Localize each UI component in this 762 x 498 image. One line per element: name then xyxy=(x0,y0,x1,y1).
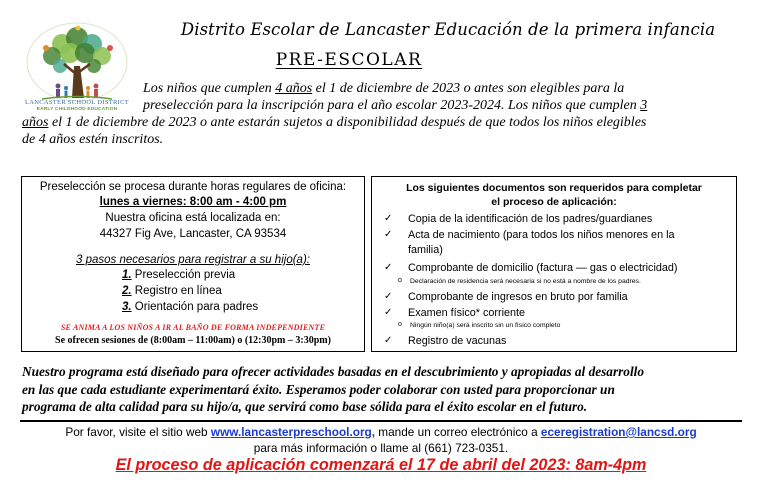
office-info-box xyxy=(21,176,365,352)
bathroom-note: SE ANIMA A LOS NIÑOS A IR AL BAÑO DE FORMA INDEPENDIENTE xyxy=(60,323,326,332)
intro-line-1: Los niños que cumplen 4 años el 1 de diciembre de 2023 o antes son elegibles para la xyxy=(143,81,625,96)
office-location-label: Nuestra oficina está localizada en: xyxy=(105,212,281,224)
program-description: Nuestro programa está diseñado para ofrecer actividades basadas en el descubrimiento y apropiadas al desarrollo en las que cada estudiante experimentará éxito. Esperamos poder colaborar con usted para proporcionar un programa de alta calidad para su hijo/a, que servirá como base sólida para el éxito escolar en el futuro. xyxy=(22,364,644,414)
page-title: Distrito Escolar de Lancaster Educación de la primera infancia xyxy=(180,20,716,39)
intro-line-3: años el 1 de diciembre de 2023 o ante estarán sujetos a disponibilidad después de que todos los niños elegibles xyxy=(22,115,647,130)
application-start-notice: El proceso de aplicación comenzará el 17 de abril del 2023: 8am-4pm xyxy=(115,456,647,474)
website-link[interactable]: www.lancasterpreschool.org, xyxy=(210,425,376,439)
contact-line: Por favor, visite el sitio web www.lancasterpreschool.org, mande un correo electrónico a eceregistration@lancsd.org xyxy=(65,425,697,439)
logo-caption-district: LANCASTER SCHOOL DISTRICT xyxy=(24,99,130,106)
phone-line: para más información o llame al (661) 723-0351. xyxy=(253,441,509,455)
documents-heading: Los siguientes documentos son requeridos para completar el proceso de aplicación: xyxy=(406,182,702,208)
required-documents-box: Los siguientes documentos son requeridos para completar el proceso de aplicación: ✓ Copia de la identificación de los padres/guardianes ✓ Acta de nacimiento (para todos los niños menores en la familia) ✓ Comprobante de domicilio (factura — gas o electricidad) o Declaración de residencia será necesaria si no está a nombre de los padres. ✓ Comprobante de ingresos en bruto por familia ✓ Examen físico* corriente o Ningún niño(a) será inscrito sin un físico completo ✓ Registro de vacunas xyxy=(371,176,737,352)
session-times: Se ofrecen sesiones de (8:00am – 11:00am) o (12:30pm – 3:30pm) xyxy=(55,335,331,346)
check-icon: ✓ xyxy=(384,262,393,273)
sub-bullet-icon: o xyxy=(398,321,402,328)
intro-line-2: preselección para la inscripción para el año escolar 2023-2024. Los niños que cumplen 3 xyxy=(143,98,648,113)
check-icon: ✓ xyxy=(384,335,393,346)
office-address: 44327 Fig Ave, Lancaster, CA 93534 xyxy=(99,228,287,240)
step-2: 2. Registro en línea xyxy=(122,285,222,297)
steps-title: 3 pasos necesarios para registrar a su hijo(a): xyxy=(76,254,310,266)
logo-caption-program: EARLY CHILDHOOD EDUCATION xyxy=(36,107,118,112)
email-link[interactable]: eceregistration@lancsd.org xyxy=(540,425,697,439)
office-hours: lunes a viernes: 8:00 am - 4:00 pm xyxy=(99,196,287,208)
intro-line-4: de 4 años estén inscritos. xyxy=(22,132,164,147)
check-icon: ✓ xyxy=(384,291,393,302)
step-1: 1. Preselección previa xyxy=(122,269,236,281)
check-icon: ✓ xyxy=(384,213,393,224)
check-icon: ✓ xyxy=(384,307,393,318)
office-hours-intro: Preselección se procesa durante horas regulares de oficina: xyxy=(39,181,347,193)
check-icon: ✓ xyxy=(384,229,393,240)
divider xyxy=(20,420,742,422)
page-subtitle: PRE-ESCOLAR xyxy=(275,50,423,70)
tree-logo-icon xyxy=(22,22,132,104)
sub-bullet-icon: o xyxy=(398,277,402,284)
step-3: 3. Orientación para padres xyxy=(122,301,259,313)
